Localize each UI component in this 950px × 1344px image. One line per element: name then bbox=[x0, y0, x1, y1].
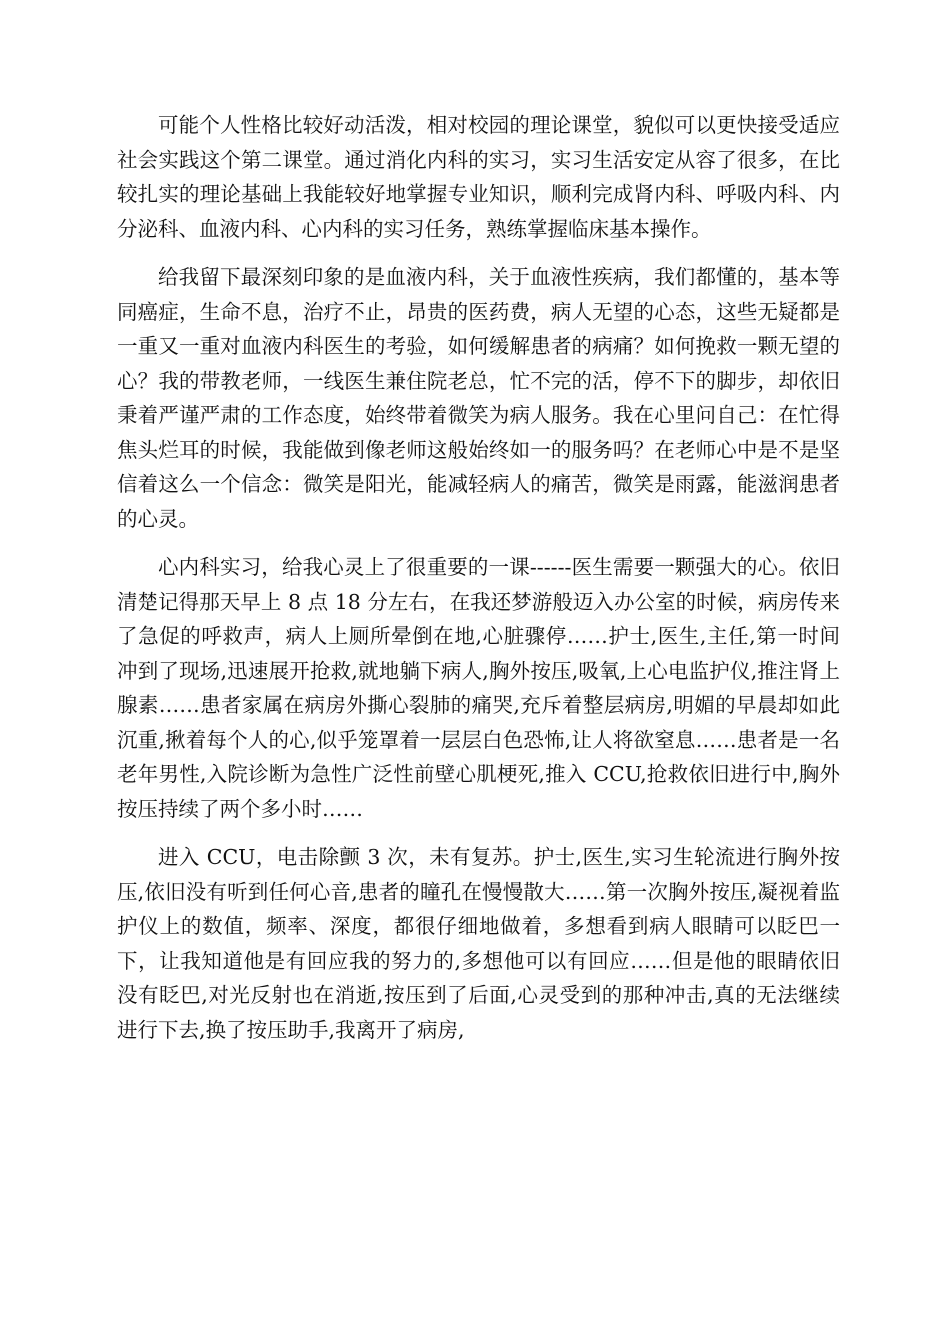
paragraph-ccu: 进入 CCU，电击除颤 3 次，未有复苏。护士,医生,实习生轮流进行胸外按压,依旧没有听到任何心音,患者的瞳孔在慢慢散大……第一次胸外按压,凝视着监护仪上的数值，频率、深度，都很仔细地做着，多想看到病人眼睛可以眨巴一下，让我知道他是有回应我的努力的,多想他可以有回应……但是他的眼睛依旧没有眨巴,对光反射也在消逝,按压到了后面,心灵受到的那种冲击,真的无法继续进行下去,换了按压助手,我离开了病房, bbox=[117, 845, 840, 1042]
document-page bbox=[117, 108, 840, 1047]
paragraph-intro: 可能个人性格比较好动活泼，相对校园的理论课堂，貌似可以更快接受适应社会实践这个第二课堂。通过消化内科的实习，实习生活安定从容了很多，在比较扎实的理论基础上我能较好地掌握专业知识，顺利完成肾内科、呼吸内科、内分泌科、血液内科、心内科的实习任务，熟练掌握临床基本操作。 bbox=[117, 113, 840, 241]
paragraph-cardiology: 心内科实习，给我心灵上了很重要的一课------医生需要一颗强大的心。依旧清楚记得那天早上 8 点 18 分左右，在我还梦游般迈入办公室的时候，病房传来了急促的呼救声，病人上厕所晕倒在地,心脏骤停……护士,医生,主任,第一时间冲到了现场,迅速展开抢救,就地躺下病人,胸外按压,吸氧,上心电监护仪,推注肾上腺素……患者家属在病房外撕心裂肺的痛哭,充斥着整层病房,明媚的早晨却如此沉重,揪着每个人的心,似乎笼罩着一层层白色恐怖,让人将欲窒息……患者是一名老年男性,入院诊断为急性广泛性前壁心肌梗死,推入 CCU,抢救依旧进行中,胸外按压持续了两个多小时…… bbox=[117, 555, 840, 821]
paragraph-hematology: 给我留下最深刻印象的是血液内科，关于血液性疾病，我们都懂的，基本等同癌症，生命不息，治疗不止，昂贵的医药费，病人无望的心态，这些无疑都是一重又一重对血液内科医生的考验，如何缓解患者的病痛？如何挽救一颗无望的心？我的带教老师，一线医生兼住院老总，忙不完的活，停不下的脚步，却依旧秉着严谨严肃的工作态度，始终带着微笑为病人服务。我在心里问自己：在忙得焦头烂耳的时候，我能做到像老师这般始终如一的服务吗？在老师心中是不是坚信着这么一个信念：微笑是阳光，能减轻病人的痛苦，微笑是雨露，能滋润患者的心灵。 bbox=[117, 265, 840, 531]
